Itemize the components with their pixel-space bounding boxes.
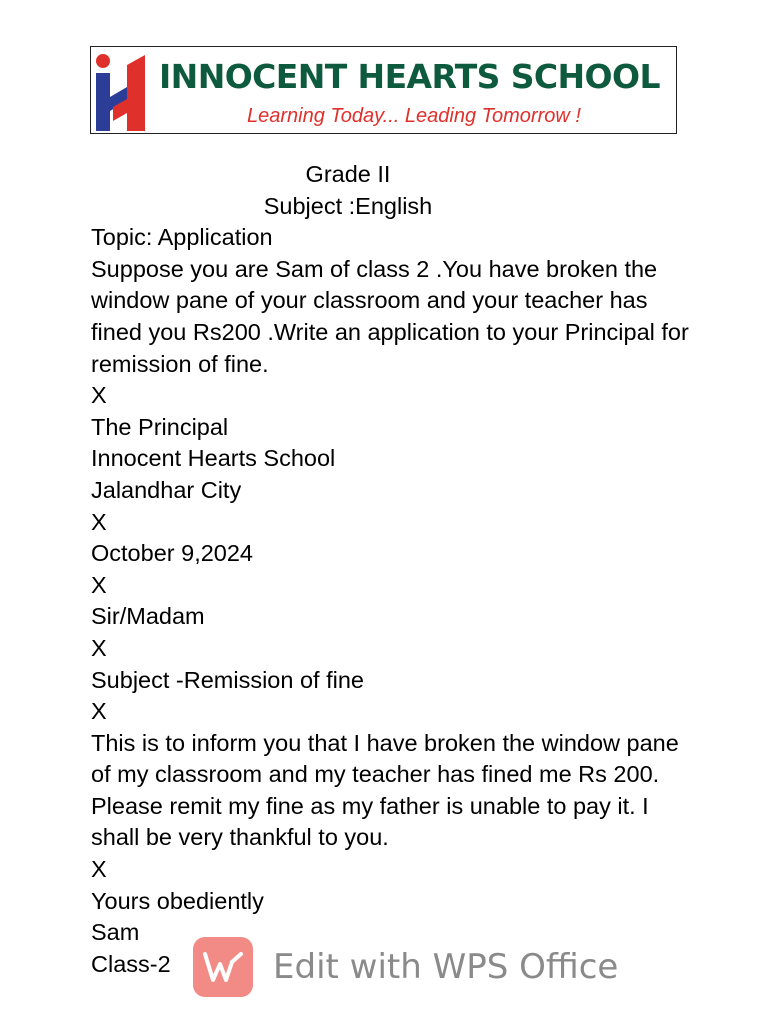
question-text: Suppose you are Sam of class 2 .You have broken the window pane of your classroom and your teacher has fined you Rs200 .Write an application to your Principal for remission of fine.: [91, 255, 689, 377]
separator-mark: X: [91, 571, 107, 598]
school-name: INNOCENT HEARTS SCHOOL: [159, 57, 660, 96]
separator-mark: X: [91, 634, 107, 661]
school-tagline: Learning Today... Leading Tomorrow !: [247, 105, 581, 127]
recipient-line: Jalandhar City: [91, 476, 242, 503]
wps-watermark[interactable]: [193, 937, 618, 997]
document-body: [91, 159, 691, 980]
sender-name: Sam: [91, 919, 140, 946]
topic-line: Topic: Application: [91, 224, 273, 251]
subject-heading: Subject :English: [263, 192, 433, 219]
separator-mark: X: [91, 508, 107, 535]
letter-subject: Subject -Remission of fine: [91, 666, 364, 693]
recipient-line: Innocent Hearts School: [91, 445, 336, 472]
school-logo-icon: [93, 51, 151, 133]
wps-watermark-text: Edit with WPS Office: [273, 947, 619, 987]
separator-mark: X: [91, 382, 107, 409]
letter-salutation: Sir/Madam: [91, 603, 205, 630]
recipient-line: The Principal: [91, 413, 229, 440]
letter-date: October 9,2024: [91, 540, 253, 567]
school-banner: [90, 46, 677, 134]
separator-mark: X: [91, 856, 107, 883]
letter-closing: Yours obediently: [91, 887, 264, 914]
separator-mark: X: [91, 698, 107, 725]
letter-body: This is to inform you that I have broken the window pane of my classroom and my teacher has fined me Rs 200. Please remit my fine as my father is unable to pay it. I shall be very thankful to you.: [91, 729, 679, 851]
grade-heading: Grade II: [305, 161, 391, 187]
wps-logo-icon: [193, 937, 253, 997]
sender-class: Class-2: [91, 950, 171, 977]
